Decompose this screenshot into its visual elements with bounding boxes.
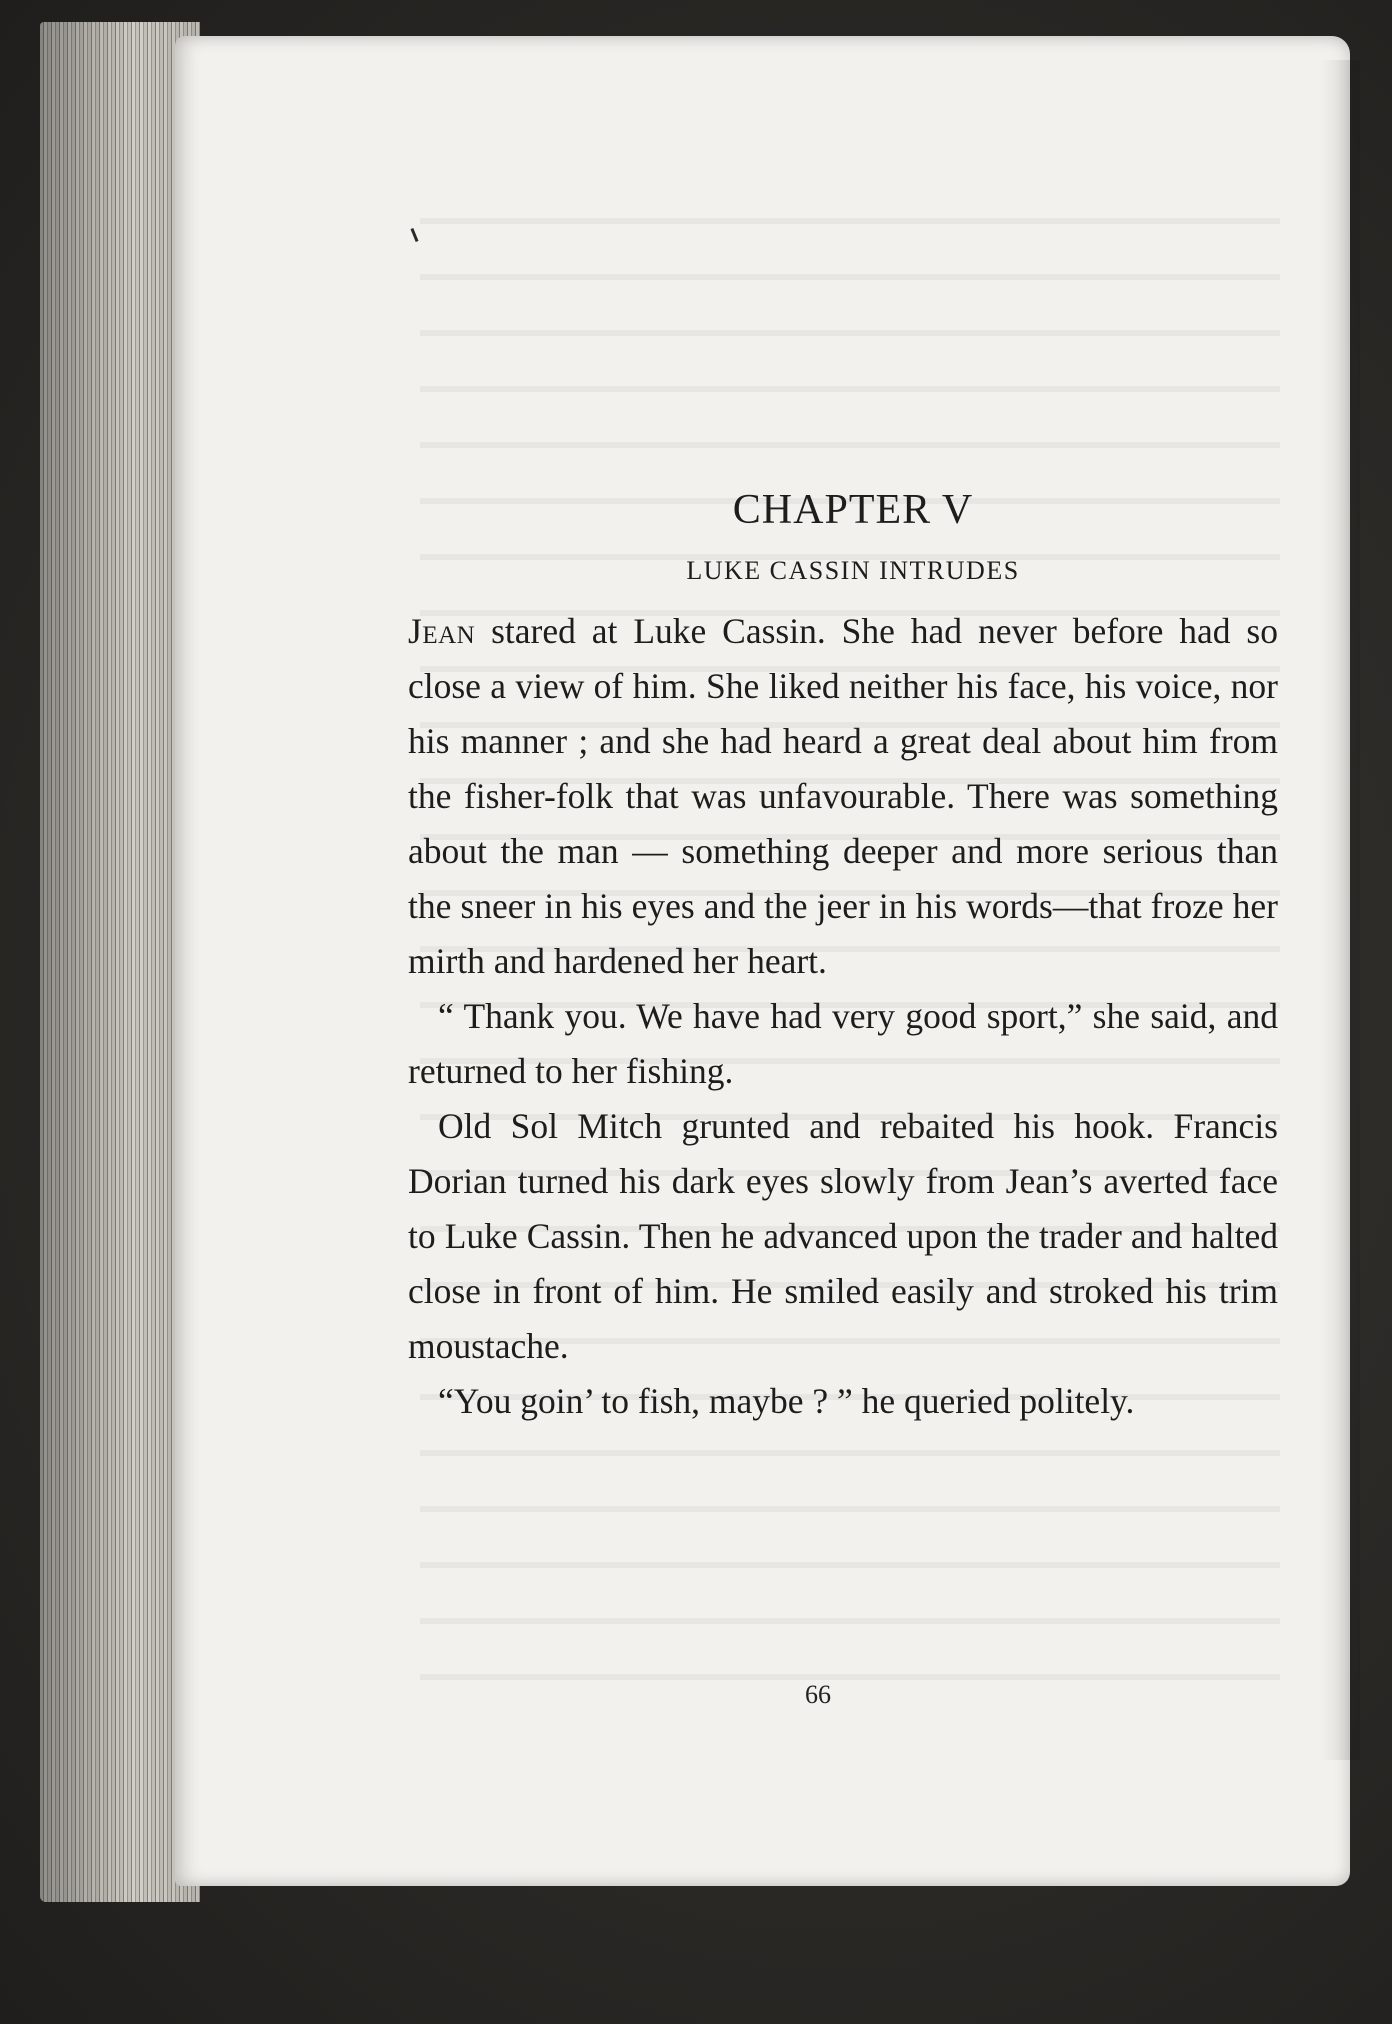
page-number: 66 xyxy=(805,1680,831,1709)
chapter-title: CHAPTER V xyxy=(732,487,974,533)
paragraph-3: Old Sol Mitch grunted and rebaited his hook. Francis Dorian turned his dark eyes slowly from Jean’s averted face to Luke Cassin. Then he advanced upon the trader and halted close in front of him. He smiled easily and stroked his trim moustache. xyxy=(408,1106,1278,1366)
page-gutter-shadow xyxy=(1320,60,1360,1760)
paragraph-2: “ Thank you. We have had very good sport,” she said, and returned to her fishing. xyxy=(408,996,1278,1091)
page-text xyxy=(408,486,1278,1429)
paragraph-4: “You goin’ to fish, maybe ? ” he queried politely. xyxy=(438,1381,1135,1421)
paragraph-text: stared at Luke Cassin. She had never before had so close a view of him. She liked neither his face, his voice, nor his manner ; and she had heard a great deal about him from the fisher-folk that was unfavourable. There was something about the man — something deeper and more serious than the sneer in his eyes and the jeer in his words—that froze her mirth and hardened her heart. xyxy=(408,611,1278,981)
paragraph-1 xyxy=(408,604,1278,989)
chapter-subtitle: LUKE CASSIN INTRUDES xyxy=(686,556,1020,585)
paragraph-lead-word: Jean xyxy=(408,611,476,651)
